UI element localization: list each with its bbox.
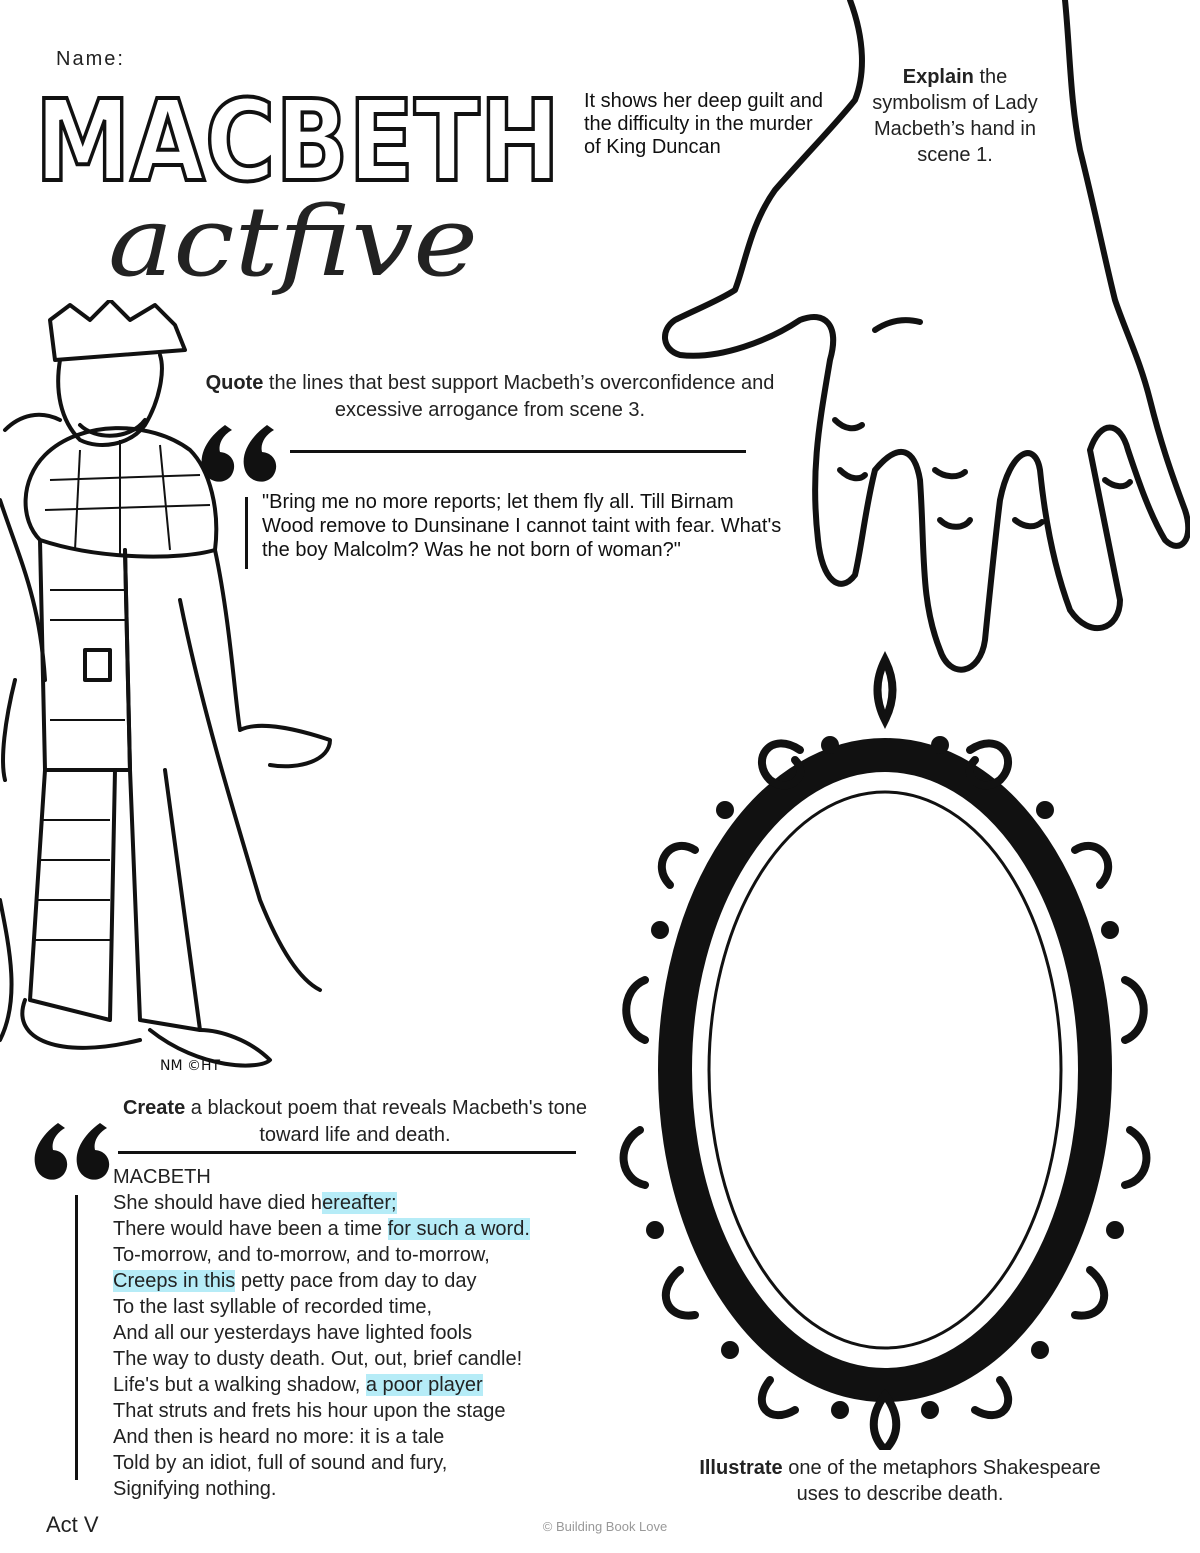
poem-line: The way to dusty death. Out, out, brief candle! [113,1348,523,1370]
name-label: Name: [56,48,125,70]
quote-prompt-text: the lines that best support Macbeth’s overconfidence and excessive arrogance from scene 3. [263,372,775,421]
poem-line: MACBETH [113,1166,211,1188]
illustration-signature: NM ©HT [160,1058,221,1074]
hand-prompt-verb: Explain [902,66,974,88]
footer-copyright: © Building Book Love [542,1519,668,1534]
poem-quote-mark-icon [28,1118,123,1188]
poem-prompt-verb: Create [122,1097,186,1119]
mirror-prompt-verb: Illustrate [699,1457,783,1479]
poem-line: To the last syllable of recorded time, [113,1296,433,1318]
poem-line: To-morrow, and to-morrow, and to-morrow, [113,1244,490,1266]
quote-rule [290,450,746,453]
poem-rule [118,1151,576,1154]
quote-prompt-verb: Quote [205,372,264,394]
poem-line: That struts and frets his hour upon the stage [113,1400,506,1422]
hand-answer[interactable]: It shows her deep guilt and the difficulty in the murder of King Duncan [584,90,824,158]
poem-bar [75,1195,78,1480]
poem-line: Life's but a walking shadow, a poor player [113,1374,483,1396]
page-title: MACBETH [35,85,560,207]
mirror-prompt [680,1455,1120,1507]
poem-line: There would have been a time for such a word. [113,1218,530,1240]
quote-answer[interactable]: "Bring me no more reports; let them fly all. Till Birnam Wood remove to Dunsinane I cannot taint with fear. What's the boy Malcolm? Was he not born of woman?" [262,491,782,561]
poem-prompt [120,1095,590,1149]
poem-line: And then is heard no more: it is a tale [113,1426,445,1448]
hand-prompt-text: the symbolism of Lady Macbeth’s hand in scene 1. [872,66,1038,166]
quote-prompt [190,370,790,424]
poem-line: Signifying nothing. [113,1478,277,1500]
quote-bar [245,497,248,569]
mirror-prompt-text: one of the metaphors Shakespeare uses to describe death. [782,1457,1101,1505]
poem-prompt-text: a blackout poem that reveals Macbeth's tone toward life and death. [185,1097,588,1146]
mirror-frame-illustration [600,650,1170,1450]
poem-line: And all our yesterdays have lighted fools [113,1322,473,1344]
poem-line: Creeps in this petty pace from day to day [113,1270,477,1292]
page-subtitle: actfive [108,186,478,298]
poem-line: Told by an idiot, full of sound and fury, [113,1452,448,1474]
blackout-poem[interactable] [113,1164,530,1502]
hand-illustration [650,0,1190,680]
poem-line: She should have died hereafter; [113,1192,397,1214]
footer-act-label: Act V [46,1512,99,1537]
quote-mark-icon [195,420,290,490]
